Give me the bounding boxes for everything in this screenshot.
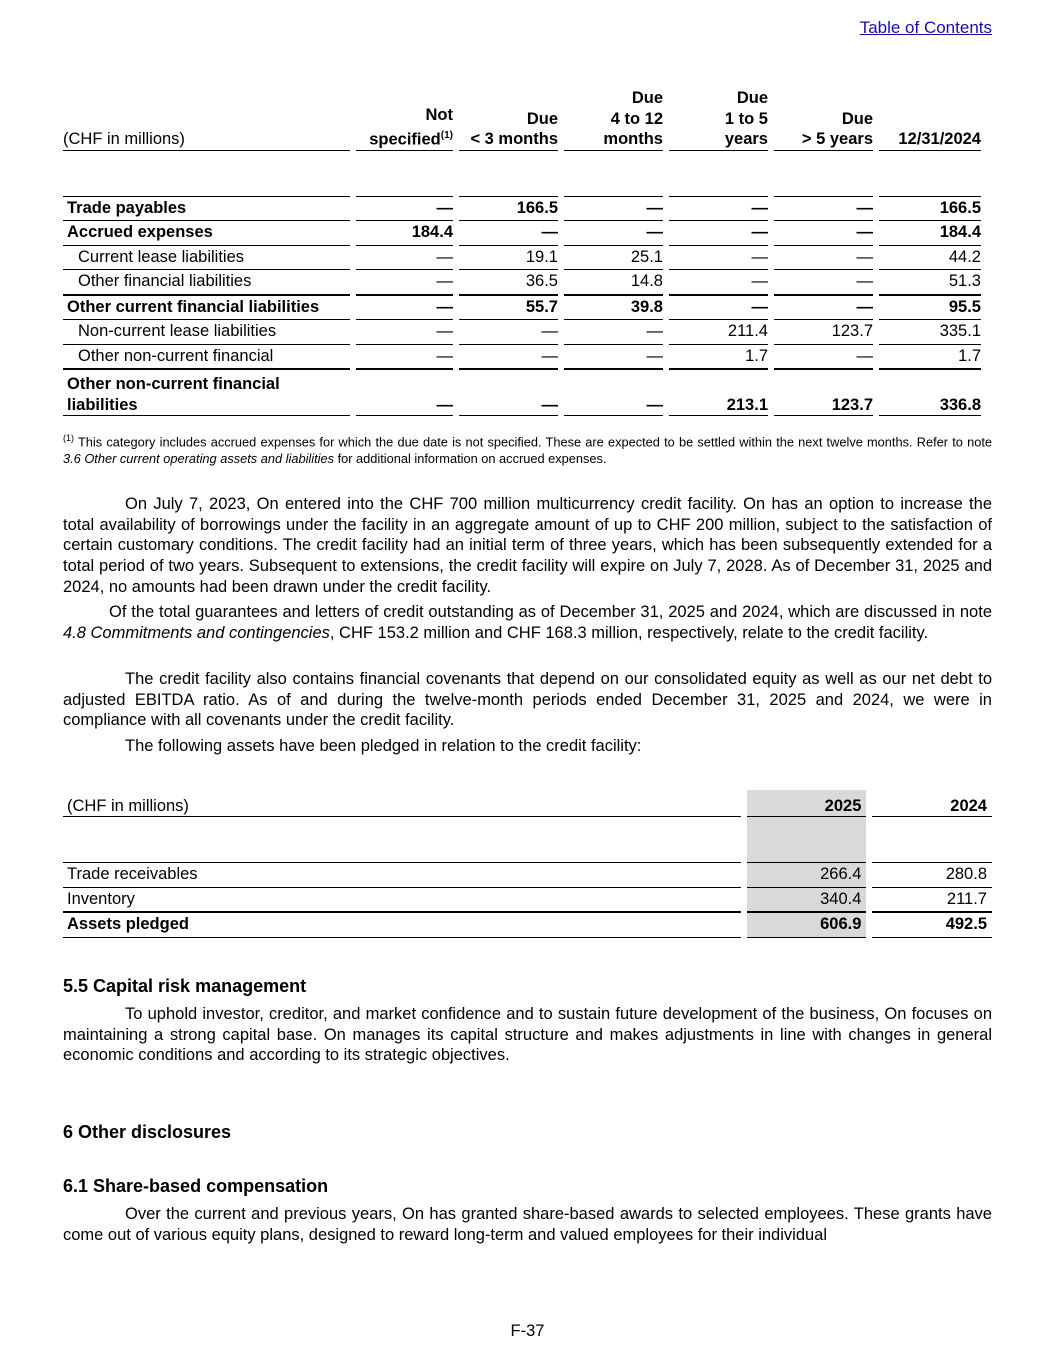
paragraph-guarantees: Of the total guarantees and letters of credit outstanding as of December 31, 2025 and 2024, which are discussed in note 4.8 Commitments and contingencies, CHF 153.2 million and CHF 168.3 million, respectively, relate to the credit facility. bbox=[63, 603, 992, 642]
pledged-assets-table bbox=[63, 790, 992, 938]
liabilities-maturity-table bbox=[63, 88, 981, 416]
table-header-row bbox=[63, 790, 992, 817]
table-row: Trade payables — 166.5 — — — 166.5 bbox=[63, 196, 981, 221]
unit-label: (CHF in millions) bbox=[63, 88, 350, 150]
paragraph-share-based: Over the current and previous years, On has granted share-based awards to selected employees. These grants have come out of various equity plans, designed to reward long-term and valued employees for their individual bbox=[63, 1205, 992, 1244]
paragraph-capital-risk: To uphold investor, creditor, and market confidence and to sustain future development of the business, On focuses on maintaining a strong capital base. On manages its capital structure and makes adjustments in line with changes in general economic conditions and according to its strategic objectives. bbox=[63, 1005, 992, 1065]
col-header-due-5-years: Due > 5 years bbox=[774, 88, 873, 150]
table-row: Inventory 340.4 211.7 bbox=[63, 887, 992, 912]
table-footnote: $^{(1)}$ This category includes accrued expenses for which the due date is not specified. These are expected to be settled within the next twelve months. Refer to note 3.6 Other current operating assets and liabilities for additional information on accrued expenses. bbox=[63, 433, 992, 467]
table-row: Other non-current financial liabilities — — — 213.1 123.7 336.8 bbox=[63, 369, 981, 416]
heading-6-1: 6.1 Share-based compensation bbox=[63, 1176, 329, 1196]
col-header-total-2024: 12/31/2024 bbox=[879, 88, 981, 150]
heading-6: 6 Other disclosures bbox=[63, 1122, 232, 1142]
col-header-due-1-5-years: Due 1 to 5 years bbox=[669, 88, 768, 150]
table-of-contents-link[interactable]: Table of Contents bbox=[859, 18, 992, 37]
unit-label: (CHF in millions) bbox=[63, 790, 741, 817]
col-header-not-specified: Not specified$^{(1)}$ bbox=[356, 88, 453, 150]
table-row: Assets pledged 606.9 492.5 bbox=[63, 912, 992, 937]
table-row: Current lease liabilities — 19.1 25.1 — — 44.2 bbox=[63, 245, 981, 270]
col-header-2025: 2025 bbox=[747, 790, 867, 817]
table-row: Other non-current financial — — — 1.7 — 1.7 bbox=[78, 346, 981, 365]
paragraph-credit-facility: On July 7, 2023, On entered into the CHF 700 million multicurrency credit facility. On has an option to increase the total availability of borrowings under the facility in an aggregate amount of up to CHF 200 million, subject to the satisfaction of certain customary conditions. The credit facility had an initial term of three years, which has been subsequently extended for a total period of two years. Subsequent to extensions, the credit facility will expire on July 7, 2028. As of December 31, 2025 and 2024, no amounts had been drawn under the credit facility. bbox=[63, 495, 992, 596]
table-row: Non-current lease liabilities — — — 211.4 123.7 335.1 bbox=[63, 320, 981, 345]
paragraph-pledged-intro: The following assets have been pledged in relation to the credit facility: bbox=[125, 737, 642, 755]
paragraph-covenants: The credit facility also contains financial covenants that depend on our consolidated equity as well as our net debt to adjusted EBITDA ratio. As of and during the twelve-month periods ended December 31, 2025 and 2024, we were in compliance with all covenants under the credit facility. bbox=[63, 670, 992, 730]
table-header-row bbox=[63, 88, 981, 150]
table-row: Other financial liabilities — 36.5 14.8 — — 51.3 bbox=[78, 272, 981, 290]
col-header-2024: 2024 bbox=[872, 790, 992, 817]
heading-5-5: 5.5 Capital risk management bbox=[63, 976, 307, 996]
col-header-due-4-12-months: Due 4 to 12 months bbox=[564, 88, 663, 150]
page-number: F-37 bbox=[510, 1322, 545, 1340]
table-row: Trade receivables 266.4 280.8 bbox=[63, 863, 992, 888]
table-row: Accrued expenses 184.4 — — — — 184.4 bbox=[63, 221, 981, 246]
table-row: Other current financial liabilities — 55.7 39.8 — — 95.5 bbox=[63, 295, 981, 320]
col-header-due-3-months: Due < 3 months bbox=[459, 88, 558, 150]
